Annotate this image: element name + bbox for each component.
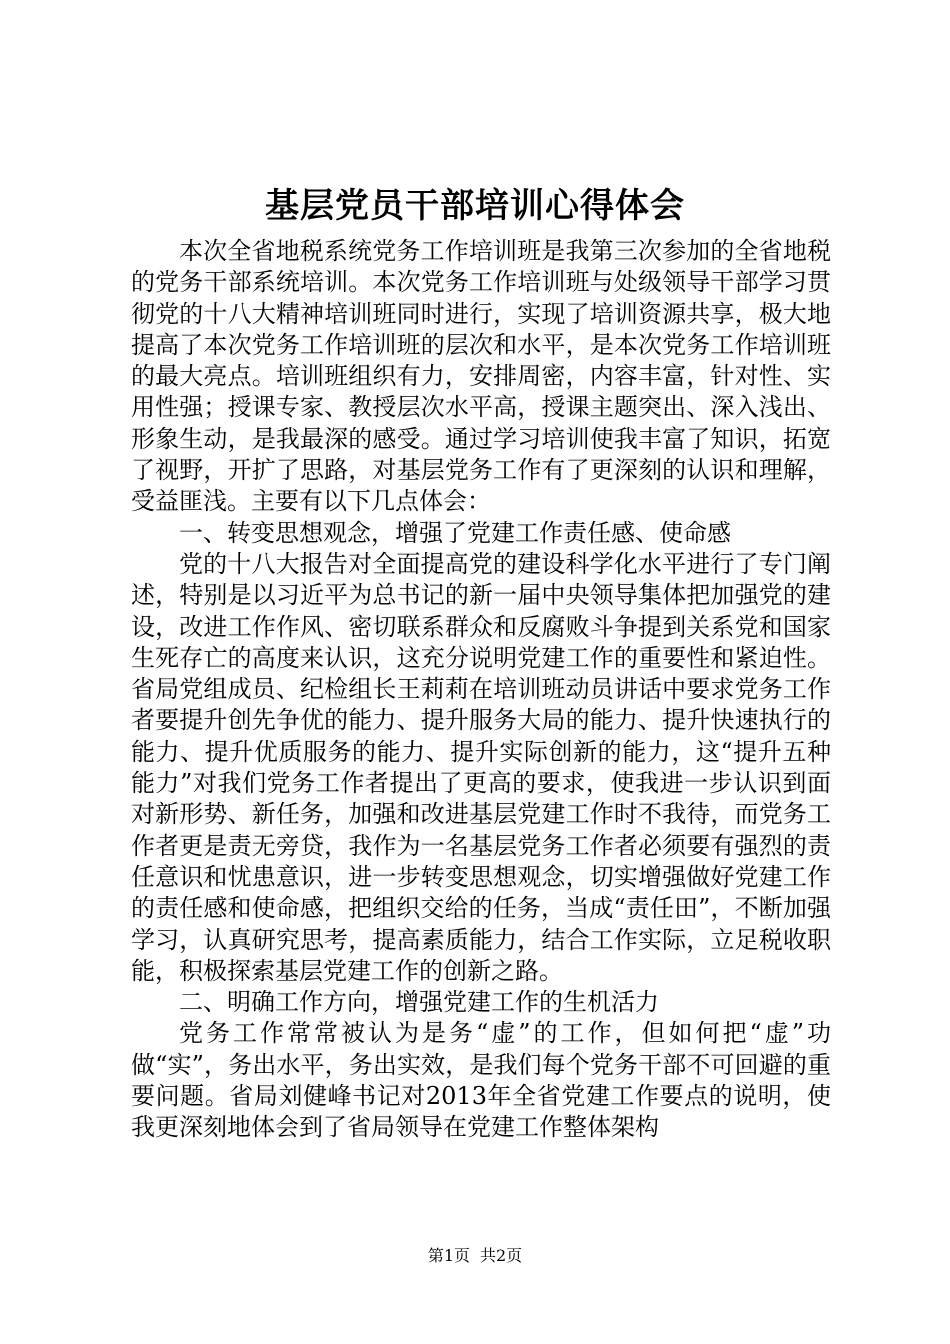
- intro-paragraph: 本次全省地税系统党务工作培训班是我第三次参加的全省地税的党务干部系统培训。本次党务工作培训班与处级领导干部学习贯彻党的十八大精神培训班同时进行，实现了培训资源共享，极大地提高了本次党务工作培训班的层次和水平，是本次党务工作培训班的最大亮点。培训班组织有力，安排周密，内容丰富，针对性、实用性强；授课专家、教授层次水平高，授课主题突出、深入浅出、形象生动，是我最深的感受。通过学习培训使我丰富了知识，拓宽了视野，开扩了思路，对基层党务工作有了更深刻的认识和理解，受益匪浅。主要有以下几点体会：: [131, 237, 831, 516]
- document-title: 基层党员干部培训心得体会: [265, 186, 685, 226]
- document-body: [131, 236, 831, 1144]
- section-heading-2: 二、明确工作方向，增强党建工作的生机活力: [179, 988, 659, 1017]
- page-number: 第1页: [427, 1246, 470, 1265]
- section-1-paragraph: 党的十八大报告对全面提高党的建设科学化水平进行了专门阐述，特别是以习近平为总书记的新一届中央领导集体把加强党的建设，改进工作作风、密切联系群众和反腐败斗争提到关系党和国家生死存亡的高度来认识，这充分说明党建工作的重要性和紧迫性。省局党组成员、纪检组长王莉莉在培训班动员讲话中要求党务工作者要提升创先争优的能力、提升服务大局的能力、提升快速执行的能力、提升优质服务的能力、提升实际创新的能力，这“提升五种能力”对我们党务工作者提出了更高的要求，使我进一步认识到面对新形势、新任务，加强和改进基层党建工作时不我待，而党务工作者更是责无旁贷，我作为一名基层党务工作者必须要有强烈的责任意识和忧患意识，进一步转变思想观念，切实增强做好党建工作的责任感和使命感，把组织交给的任务，当成“责任田”，不断加强学习，认真研究思考，提高素质能力，结合工作实际，立足税收职能，积极探索基层党建工作的创新之路。: [131, 549, 831, 985]
- page-footer: [0, 1246, 950, 1266]
- page-total: 共2页: [480, 1246, 523, 1265]
- section-2-paragraph: 党务工作常常被认为是务“虚”的工作，但如何把“虚”功做“实”，务出水平，务出实效，是我们每个党务干部不可回避的重要问题。省局刘健峰书记对2013年全省党建工作要点的说明，使我更深刻地体会到了省局领导在党建工作整体架构: [131, 1019, 831, 1142]
- section-heading-1: 一、转变思想观念，增强了党建工作责任感、使命感: [179, 518, 731, 547]
